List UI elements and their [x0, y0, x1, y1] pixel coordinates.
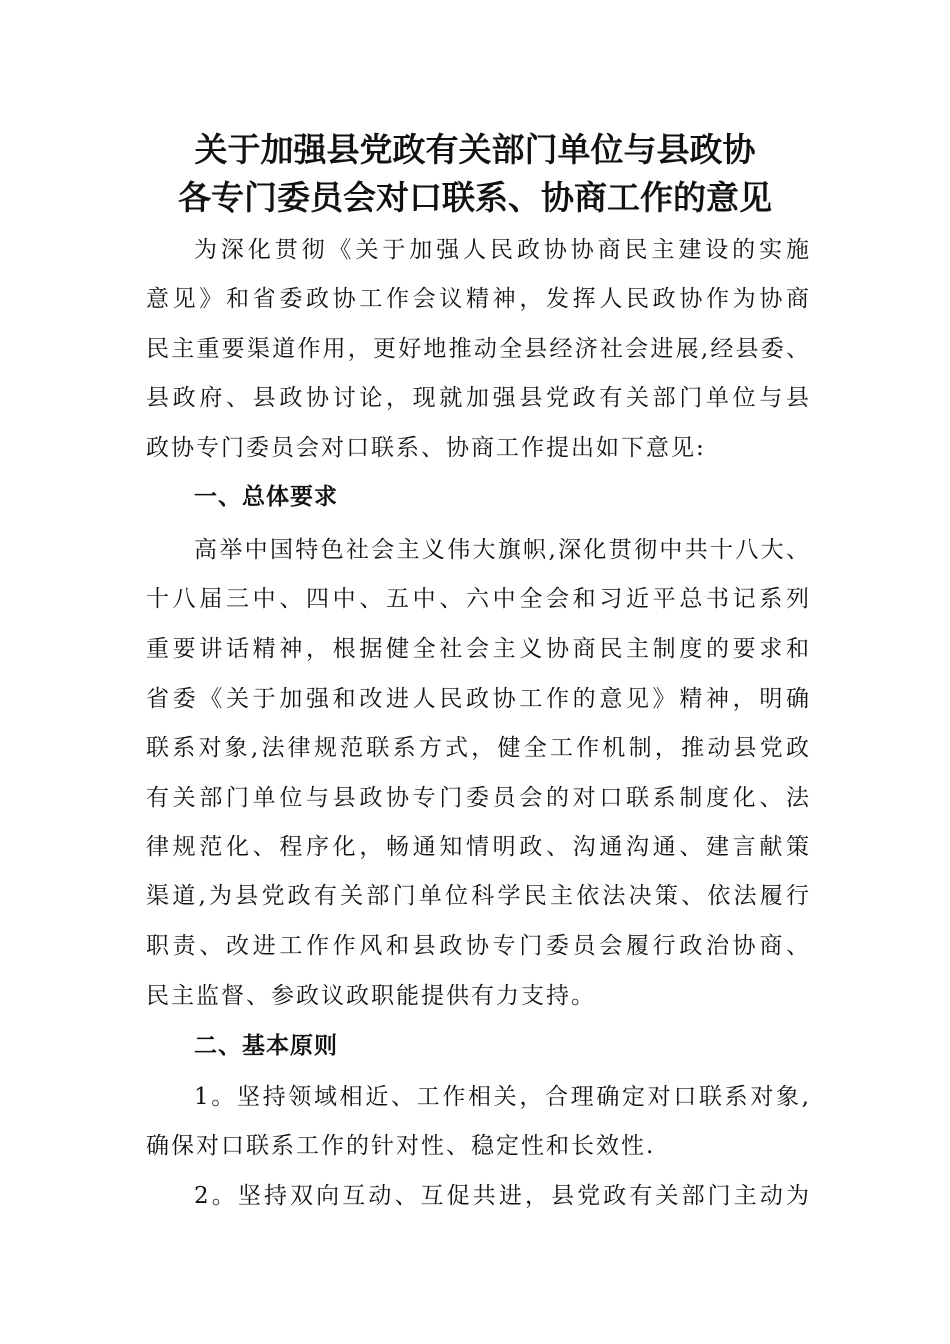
- section1-line: 高举中国特色社会主义伟大旗帜,深化贯彻中共十八大、: [194, 537, 811, 563]
- section1-line: 渠道,为县党政有关部门单位科学民主依法决策、依法履行: [146, 883, 811, 909]
- section-heading: 一、总体要求: [194, 483, 338, 510]
- document-title-line-1: 关于加强县党政有关部门单位与县政协: [194, 130, 756, 169]
- section1-line: 律规范化、程序化，畅通知情明政、沟通沟通、建言献策: [146, 834, 811, 860]
- document-title-line-2: 各专门委员会对口联系、协商工作的意见: [178, 178, 772, 217]
- intro-line: 民主重要渠道作用，更好地推动全县经济社会进展,经县委、: [146, 336, 811, 362]
- intro-line: 政协专门委员会对口联系、协商工作提出如下意见:: [146, 435, 706, 461]
- section2-line: 确保对口联系工作的针对性、稳定性和长效性.: [146, 1133, 656, 1159]
- section1-line: 有关部门单位与县政协专门委员会的对口联系制度化、法: [146, 785, 811, 811]
- section1-line: 联系对象,法律规范联系方式，健全工作机制，推动县党政: [146, 735, 811, 761]
- section2-line: 1。坚持领域相近、工作相关，合理确定对口联系对象,: [194, 1084, 811, 1110]
- intro-line: 意见》和省委政协工作会议精神，发挥人民政协作为协商: [146, 286, 811, 312]
- section1-line: 省委《关于加强和改进人民政协工作的意见》精神，明确: [146, 686, 811, 712]
- intro-line: 县政府、县政协讨论，现就加强县党政有关部门单位与县: [146, 385, 811, 411]
- intro-line: 为深化贯彻《关于加强人民政协协商民主建设的实施: [194, 237, 811, 263]
- section1-line: 重要讲话精神，根据健全社会主义协商民主制度的要求和: [146, 636, 811, 662]
- section1-line: 职责、改进工作作风和县政协专门委员会履行政治协商、: [146, 933, 811, 959]
- section1-line: 民主监督、参政议政职能提供有力支持。: [146, 983, 596, 1009]
- section1-line: 十八届三中、四中、五中、六中全会和习近平总书记系列: [146, 586, 811, 612]
- section-heading: 二、基本原则: [194, 1032, 338, 1059]
- section2-line: 2。坚持双向互动、互促共进，县党政有关部门主动为: [194, 1183, 811, 1209]
